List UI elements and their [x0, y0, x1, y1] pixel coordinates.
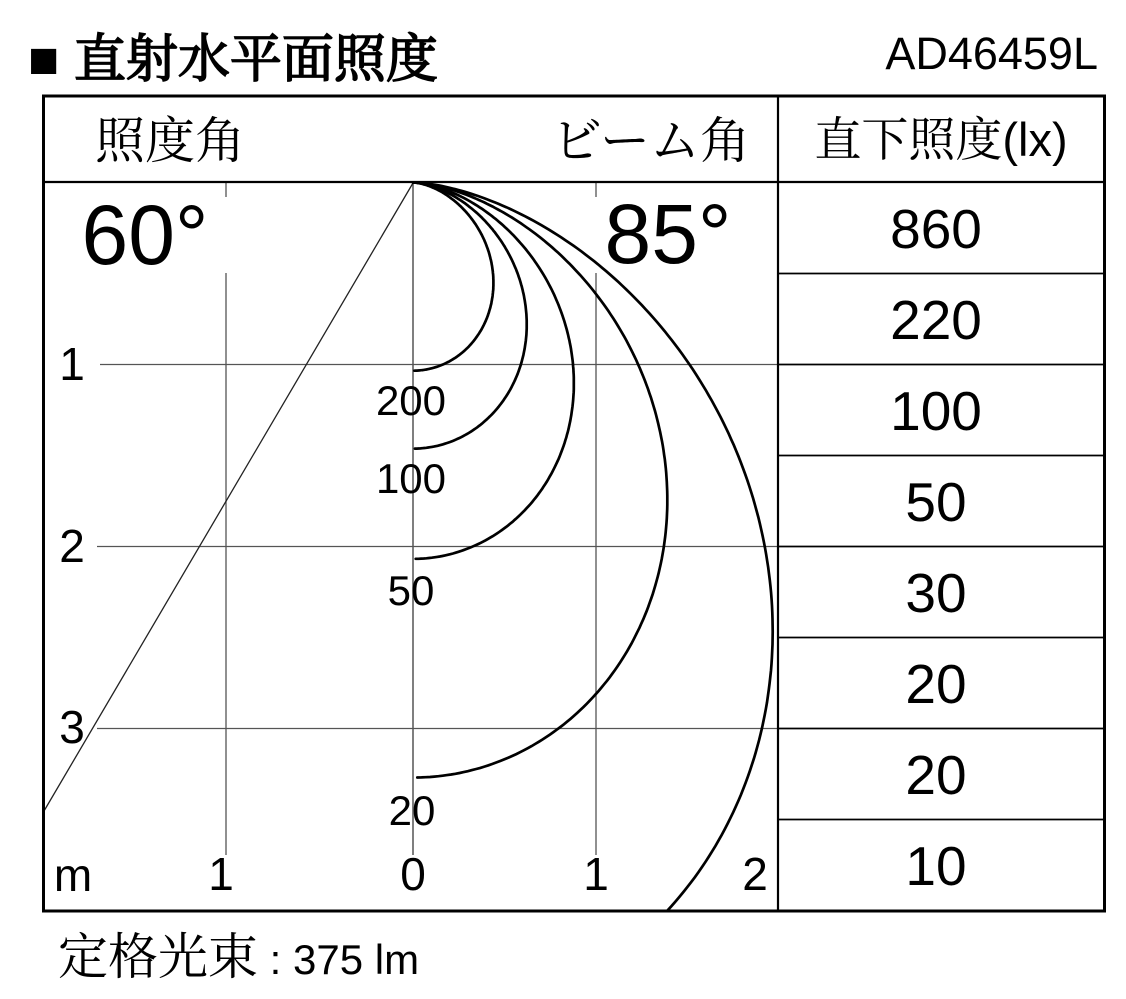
isolux-curve-10	[413, 183, 772, 933]
table-cell: 860	[890, 198, 982, 260]
x-tick-left-1m: 1	[208, 848, 234, 900]
isolux-curves	[413, 183, 773, 933]
y-tick-2m: 2	[59, 520, 85, 572]
table-column-header: 直下照度(lx)	[814, 113, 1068, 166]
rated-flux-text	[58, 929, 419, 985]
beam-angle-value: 85°	[604, 187, 732, 281]
rated-flux-value: : 375 lm	[258, 936, 420, 983]
table-cell: 50	[905, 471, 967, 533]
model-number: AD46459L	[885, 28, 1098, 79]
direct-illuminance-table	[890, 198, 982, 897]
y-tick-3m: 3	[59, 701, 85, 753]
table-cell: 100	[890, 380, 982, 442]
x-tick-right-2m: 2	[742, 848, 768, 900]
x-tick-0m: 0	[400, 848, 426, 900]
table-cell: 20	[905, 744, 967, 806]
isolux-curve-50	[413, 183, 574, 559]
rated-flux-label: 定格光束	[58, 929, 258, 985]
isolux-label-200: 200	[375, 377, 447, 424]
chart-gridlines	[97, 182, 777, 855]
isolux-label-100: 100	[375, 455, 447, 502]
table-cell: 20	[905, 653, 967, 715]
y-tick-1m: 1	[59, 338, 85, 390]
isolux-curve-200	[413, 183, 493, 371]
table-cell: 30	[905, 562, 967, 624]
table-cell: 10	[905, 835, 967, 897]
illuminance-angle-value: 60°	[81, 188, 209, 282]
table-cell: 220	[890, 289, 982, 351]
x-tick-right-1m: 1	[583, 848, 609, 900]
isolux-label-20: 20	[388, 787, 436, 834]
table-row-lines	[779, 274, 1103, 820]
header-illuminance-angle-label: 照度角	[95, 113, 245, 169]
axis-unit-label: m	[53, 849, 93, 901]
page-title: ■ 直射水平面照度	[28, 31, 438, 89]
header-beam-angle-label: ビーム角	[552, 113, 750, 169]
isolux-label-50: 50	[387, 567, 435, 614]
